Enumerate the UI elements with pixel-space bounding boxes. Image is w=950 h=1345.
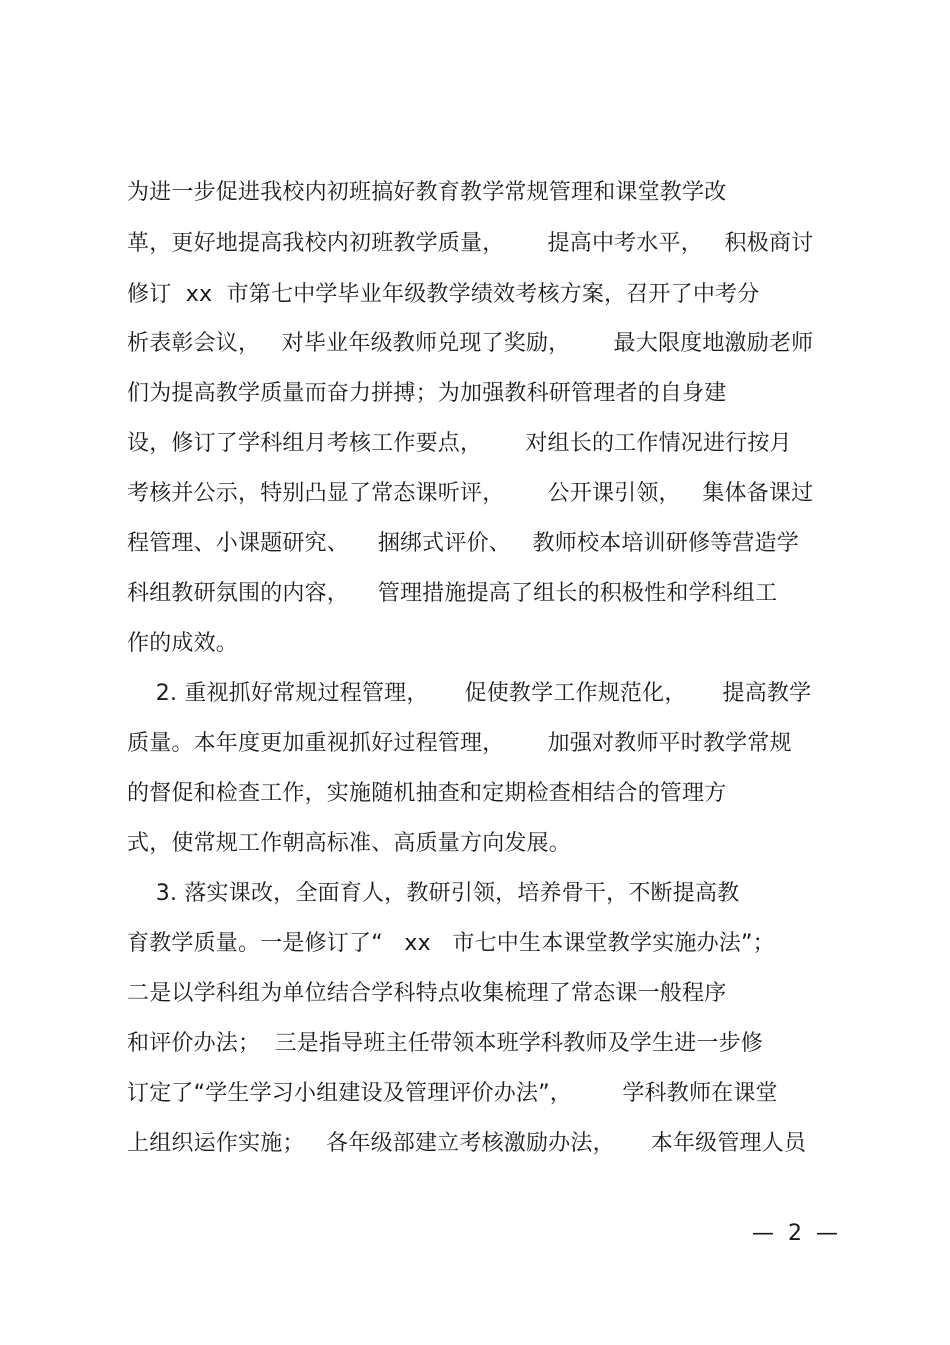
text-line: 式，使常规工作朝高标准、高质量方向发展。 [127,831,572,856]
text-line: 订定了“学生学习小组建设及管理评价办法”， 学科教师在课堂 [127,1081,778,1106]
text-line: 科组教研氛围的内容， 管理措施提高了组长的积极性和学科组工 [127,581,778,606]
text-line: 上组织运作实施； 各年级部建立考核激励办法， 本年级管理人员 [127,1131,807,1156]
text-line: 修订 xx 市第七中学毕业年级教学绩效考核方案，召开了中考分 [127,282,760,307]
text-line: 析表彰会议， 对毕业年级教师兑现了奖励， 最大限度地激励老师 [127,331,814,356]
text-line: 的督促和检查工作，实施随机抽查和定期检查相结合的管理方 [127,781,727,806]
page-number: — 2 — [752,1221,838,1246]
text-line: 程管理、小课题研究、 捆绑式评价、 教师校本培训研修等营造学 [127,531,799,556]
text-line: 革，更好地提高我校内初班教学质量， 提高中考水平， 积极商讨 [127,231,814,256]
text-line: 质量。本年度更加重视抓好过程管理， 加强对教师平时教学常规 [127,731,792,756]
text-line: 和评价办法； 三是指导班主任带领本班学科教师及学生进一步修 [127,1031,763,1056]
text-line: 作的成效。 [127,631,239,656]
text-line: 二是以学科组为单位结合学科特点收集梳理了常态课一般程序 [127,981,727,1006]
text-line: 为进一步促进我校内初班搞好教育教学常规管理和课堂教学改 [127,180,727,205]
text-line: 设，修订了学科组月考核工作要点， 对组长的工作情况进行按月 [127,431,792,456]
text-line: 育教学质量。一是修订了“ xx 市七中生本课堂教学实施办法”； [127,931,775,956]
text-line: 3. 落实课改，全面育人，教研引领，培养骨干，不断提高教 [127,881,740,906]
text-line: 2. 重视抓好常规过程管理， 促使教学工作规范化， 提高教学 [127,681,812,706]
text-line: 们为提高教学质量而奋力拼搏；为加强教科研管理者的自身建 [127,381,727,406]
text-line: 考核并公示，特别凸显了常态课听评， 公开课引领， 集体备课过 [127,481,814,506]
